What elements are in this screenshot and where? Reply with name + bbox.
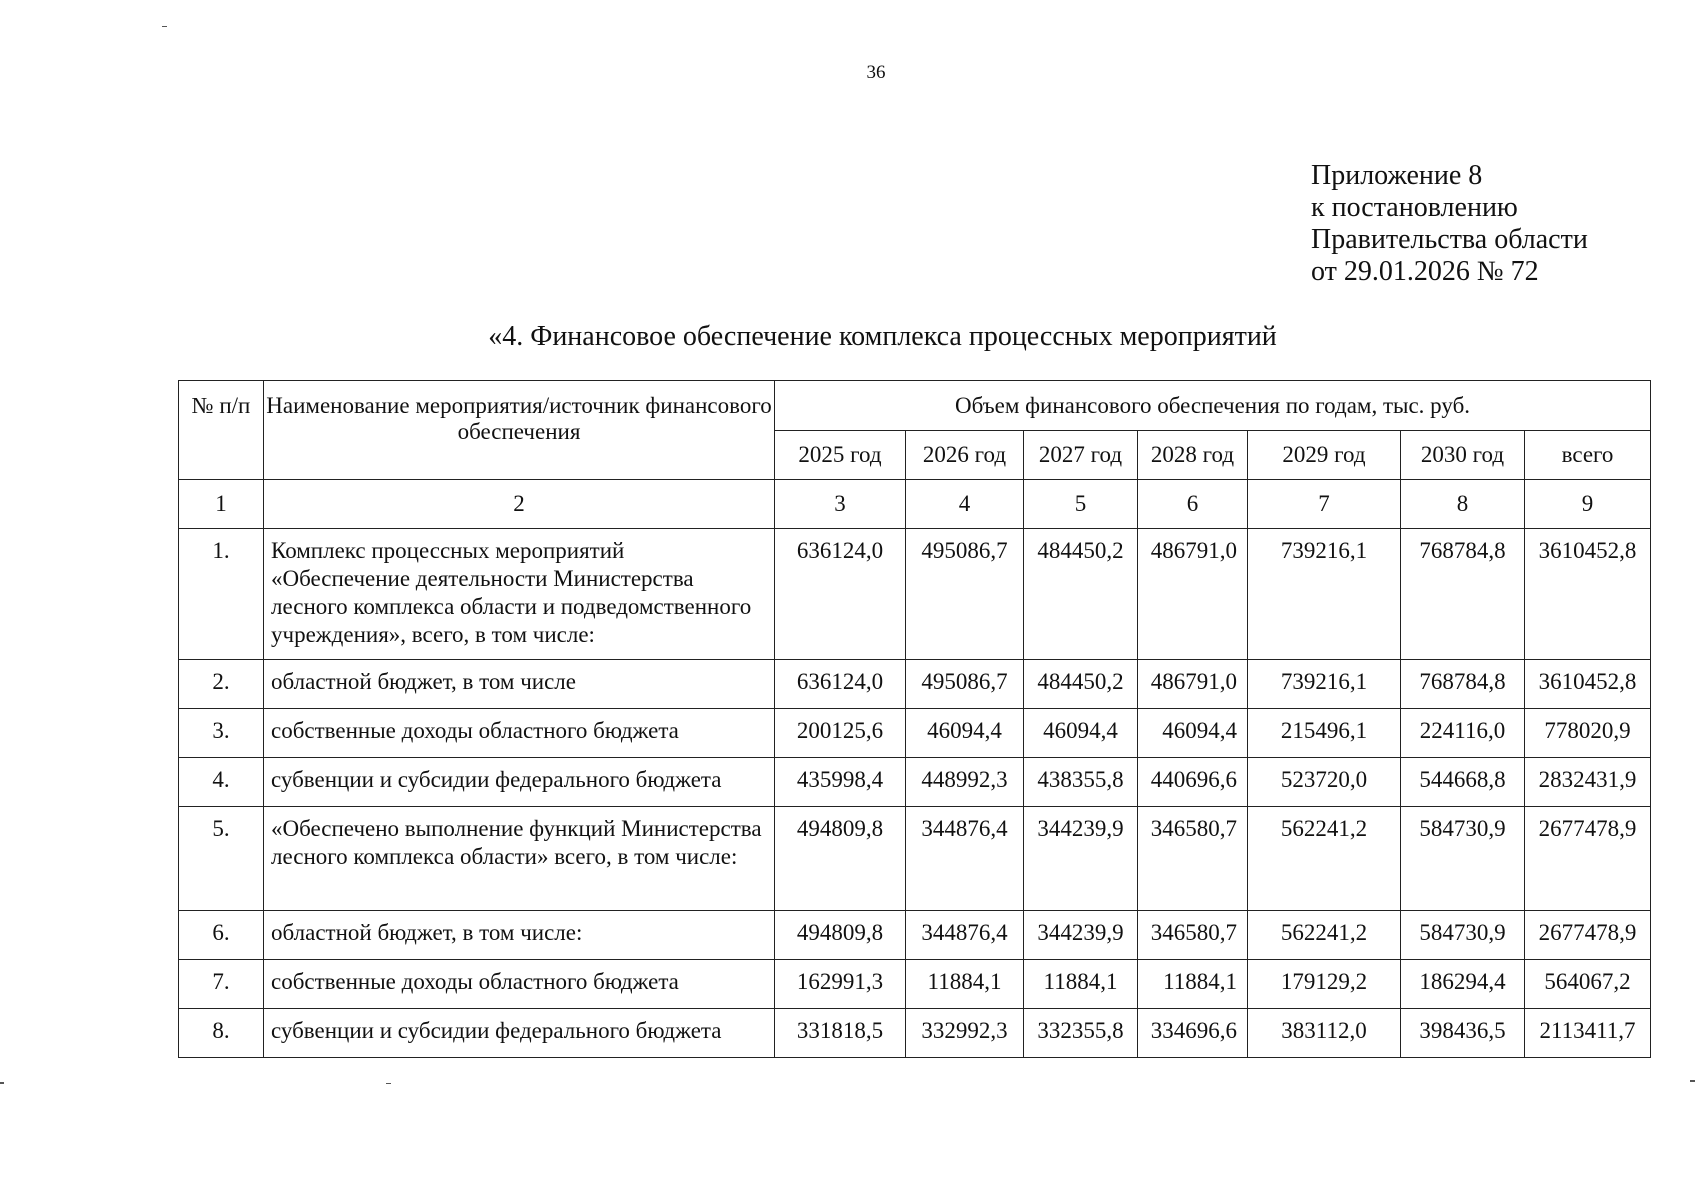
- table-body: [179, 381, 1651, 1058]
- row-value: 484450,2: [1024, 529, 1138, 660]
- row-value: 346580,7: [1138, 911, 1248, 960]
- row-value: 179129,2: [1248, 960, 1401, 1009]
- row-value: 224116,0: [1401, 709, 1525, 758]
- page-number: 36: [866, 62, 886, 83]
- row-value: 768784,8: [1401, 529, 1525, 660]
- table-row: [179, 911, 1651, 960]
- row-value: 562241,2: [1248, 911, 1401, 960]
- header-num: [179, 381, 264, 480]
- row-value: 11884,1: [906, 960, 1024, 1009]
- row-value: 344239,9: [1024, 807, 1138, 911]
- row-name: «Обеспечено выполнение функций Министерства лесного комплекса области» всего, в том числе:: [264, 807, 775, 911]
- row-value: 564067,2: [1525, 960, 1651, 1009]
- row-value: 739216,1: [1248, 660, 1401, 709]
- row-number: 7.: [179, 960, 264, 1009]
- row-value: 383112,0: [1248, 1009, 1401, 1058]
- row-value: 494809,8: [775, 807, 906, 911]
- table-row: [179, 1009, 1651, 1058]
- row-value: 344876,4: [906, 911, 1024, 960]
- column-number: 6: [1138, 480, 1248, 529]
- row-value: 46094,4: [906, 709, 1024, 758]
- row-value: 3610452,8: [1525, 660, 1651, 709]
- row-number: 2.: [179, 660, 264, 709]
- header-year: 2027 год: [1024, 431, 1138, 480]
- table-row: [179, 529, 1651, 660]
- row-name: субвенции и субсидии федерального бюджета: [264, 1009, 775, 1058]
- header-name-label: Наименование мероприятия/источник финансового обеспечения: [266, 393, 772, 444]
- row-value: 2832431,9: [1525, 758, 1651, 807]
- row-value: 186294,4: [1401, 960, 1525, 1009]
- row-value: 435998,4: [775, 758, 906, 807]
- row-value: 739216,1: [1248, 529, 1401, 660]
- column-number: 3: [775, 480, 906, 529]
- row-name: областной бюджет, в том числе: [264, 660, 775, 709]
- column-number: 5: [1024, 480, 1138, 529]
- column-number: 9: [1525, 480, 1651, 529]
- column-number: 8: [1401, 480, 1525, 529]
- row-value: 46094,4: [1138, 709, 1248, 758]
- row-value: 3610452,8: [1525, 529, 1651, 660]
- header-volume: Объем финансового обеспечения по годам, тыс. руб.: [775, 381, 1651, 431]
- table-row: [179, 758, 1651, 807]
- row-value: 484450,2: [1024, 660, 1138, 709]
- row-value: 768784,8: [1401, 660, 1525, 709]
- row-value: 495086,7: [906, 660, 1024, 709]
- appendix-line: от 29.01.2026 № 72: [1311, 256, 1539, 287]
- row-value: 200125,6: [775, 709, 906, 758]
- row-value: 544668,8: [1401, 758, 1525, 807]
- table-row: [179, 709, 1651, 758]
- row-value: 584730,9: [1401, 807, 1525, 911]
- header-year: 2030 год: [1401, 431, 1525, 480]
- header-name: [264, 381, 775, 480]
- row-number: 4.: [179, 758, 264, 807]
- row-number: 3.: [179, 709, 264, 758]
- row-value: 636124,0: [775, 529, 906, 660]
- row-name: субвенции и субсидии федерального бюджета: [264, 758, 775, 807]
- scan-mark: [1690, 1080, 1695, 1082]
- row-value: 2677478,9: [1525, 911, 1651, 960]
- row-value: 332992,3: [906, 1009, 1024, 1058]
- scan-mark: [162, 26, 167, 27]
- row-value: 494809,8: [775, 911, 906, 960]
- row-value: 486791,0: [1138, 660, 1248, 709]
- header-row: [179, 381, 1651, 431]
- table-row: [179, 960, 1651, 1009]
- row-value: 495086,7: [906, 529, 1024, 660]
- appendix-line: к постановлению: [1311, 192, 1518, 223]
- row-value: 344876,4: [906, 807, 1024, 911]
- row-value: 440696,6: [1138, 758, 1248, 807]
- row-name: собственные доходы областного бюджета: [264, 709, 775, 758]
- table-row: [179, 660, 1651, 709]
- row-value: 344239,9: [1024, 911, 1138, 960]
- row-number: 5.: [179, 807, 264, 911]
- column-number-row: [179, 480, 1651, 529]
- row-value: 346580,7: [1138, 807, 1248, 911]
- appendix-line: Приложение 8: [1311, 160, 1483, 191]
- column-number: 4: [906, 480, 1024, 529]
- row-value: 398436,5: [1401, 1009, 1525, 1058]
- row-value: 11884,1: [1024, 960, 1138, 1009]
- row-value: 11884,1: [1138, 960, 1248, 1009]
- row-value: 636124,0: [775, 660, 906, 709]
- row-value: 331818,5: [775, 1009, 906, 1058]
- header-year: 2028 год: [1138, 431, 1248, 480]
- appendix-line: Правительства области: [1311, 224, 1588, 255]
- scan-mark: [0, 1082, 4, 1084]
- row-value: 778020,9: [1525, 709, 1651, 758]
- row-number: 8.: [179, 1009, 264, 1058]
- row-value: 334696,6: [1138, 1009, 1248, 1058]
- row-name: Комплекс процессных мероприятий «Обеспечение деятельности Министерства лесного комплекса области и подведомственного учреждения», всего, в том числе:: [264, 529, 775, 660]
- row-value: 46094,4: [1024, 709, 1138, 758]
- header-num-label: № п/п: [191, 393, 251, 418]
- row-name: собственные доходы областного бюджета: [264, 960, 775, 1009]
- column-number: 7: [1248, 480, 1401, 529]
- row-value: 215496,1: [1248, 709, 1401, 758]
- row-value: 562241,2: [1248, 807, 1401, 911]
- row-value: 2677478,9: [1525, 807, 1651, 911]
- row-value: 523720,0: [1248, 758, 1401, 807]
- row-value: 584730,9: [1401, 911, 1525, 960]
- header-year: всего: [1525, 431, 1651, 480]
- financing-table: [178, 380, 1651, 1058]
- header-year: 2029 год: [1248, 431, 1401, 480]
- row-value: 438355,8: [1024, 758, 1138, 807]
- column-number: 1: [179, 480, 264, 529]
- header-year: 2025 год: [775, 431, 906, 480]
- column-number: 2: [264, 480, 775, 529]
- row-value: 162991,3: [775, 960, 906, 1009]
- row-value: 2113411,7: [1525, 1009, 1651, 1058]
- row-number: 1.: [179, 529, 264, 660]
- row-number: 6.: [179, 911, 264, 960]
- row-value: 448992,3: [906, 758, 1024, 807]
- header-year: 2026 год: [906, 431, 1024, 480]
- row-value: 486791,0: [1138, 529, 1248, 660]
- row-value: 332355,8: [1024, 1009, 1138, 1058]
- document-title: «4. Финансовое обеспечение комплекса процессных мероприятий: [488, 321, 1277, 352]
- table-row: [179, 807, 1651, 911]
- scan-mark: [386, 1083, 391, 1084]
- appendix-block: [1311, 160, 1588, 288]
- row-name: областной бюджет, в том числе:: [264, 911, 775, 960]
